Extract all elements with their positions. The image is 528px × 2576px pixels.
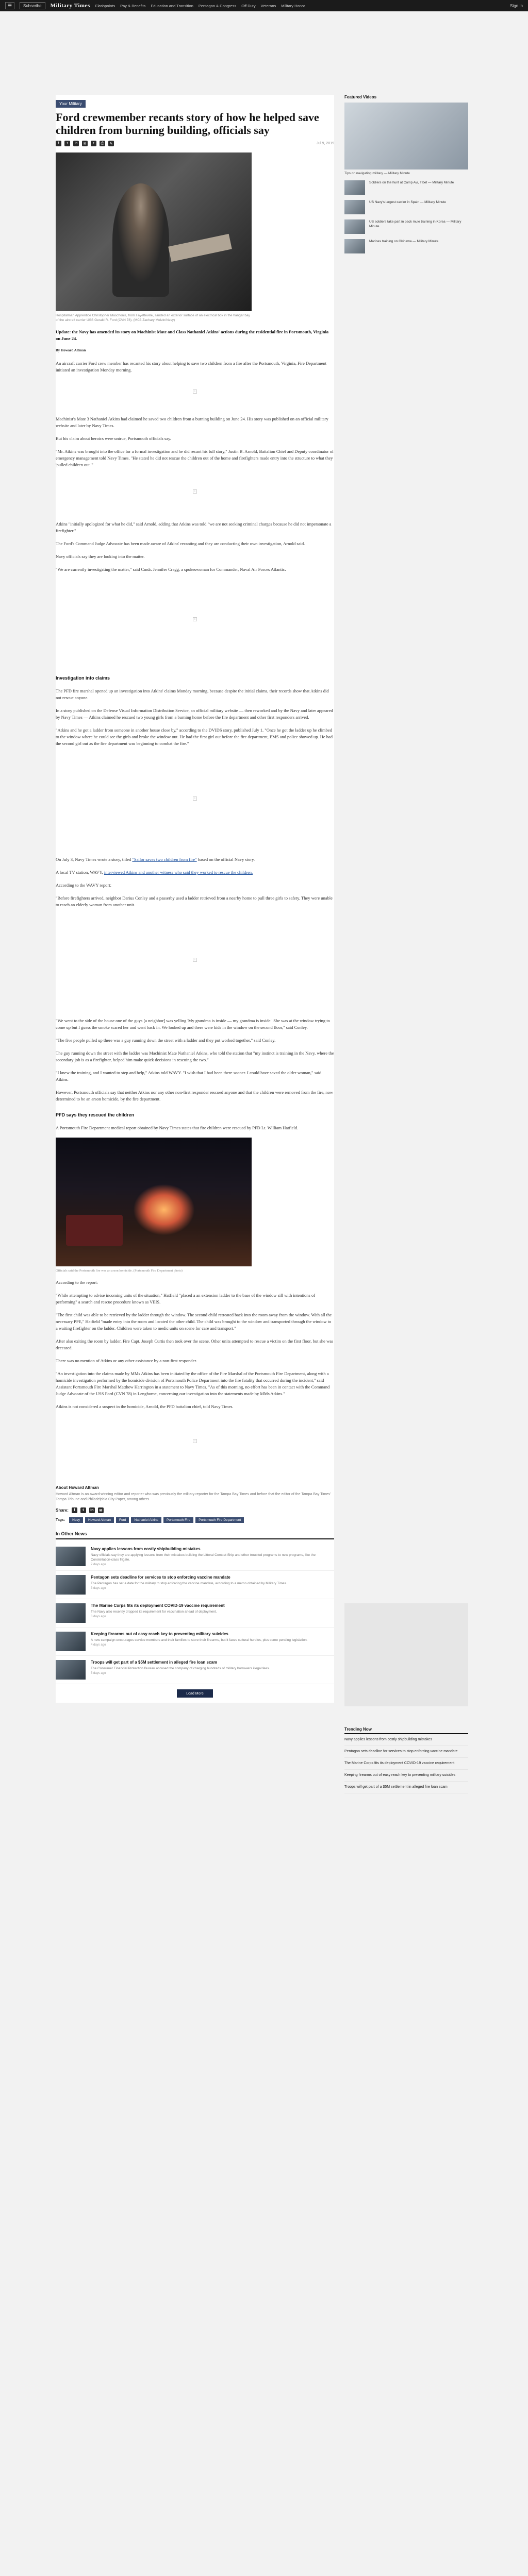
author-bio — [56, 1485, 334, 1502]
news-thumbnail[interactable] — [56, 1632, 86, 1651]
update-note: Update: the Navy has amended its story on Machinist Mate and Class Nathaniel Atkins' actions during the residential fire in Portsmouth, Virginia on June 24. — [56, 329, 329, 341]
news-item[interactable] — [56, 1543, 334, 1571]
ad-slot — [56, 573, 334, 666]
article — [56, 95, 334, 1703]
paragraph: "I knew the training, and I wanted to step and help," Atkins told WAVY. "I wish that I had been there sooner. I could have saved the older woman," said Atkins. — [56, 1070, 322, 1082]
lead-photo — [56, 152, 252, 311]
paragraph: The Ford's Command Judge Advocate has been made aware of Atkins' recanting and they are conducting their own investigation, Arnold said. — [56, 541, 305, 546]
tag-link[interactable]: Portsmouth Fire Department — [195, 1517, 244, 1523]
paragraph — [56, 869, 334, 876]
news-title[interactable]: Pentagon sets deadline for services to stop enforcing vaccine mandate — [91, 1575, 230, 1580]
news-item[interactable] — [56, 1656, 334, 1684]
news-thumbnail[interactable] — [56, 1547, 86, 1566]
trending-item[interactable]: The Marine Corps fits its deployment COVID-19 vaccine requirement — [344, 1758, 468, 1770]
text: A local TV station, WAVY, — [56, 870, 104, 875]
news-title[interactable]: Navy applies lessons from costly shipbuilding mistakes — [91, 1547, 201, 1551]
paragraph: The guy running down the street with the ladder was Machinist Mate Nathaniel Atkins, who told the station that "my instinct is training in the Navy, where the secondary job is as a firefighter, helped him make quick decisions in rescuing the two." — [56, 1050, 334, 1062]
paragraph: A Portsmouth Fire Department medical report obtained by Navy Times states that fire children were rescued by PFD Lt. William Hatfield. — [56, 1125, 299, 1130]
news-thumbnail[interactable] — [56, 1603, 86, 1623]
photo-fire — [133, 1184, 195, 1235]
text: On July 3, Navy Times wrote a story, titled — [56, 857, 133, 862]
story-link[interactable]: "Sailor saves two children from fire" — [132, 857, 197, 862]
news-item[interactable] — [56, 1599, 334, 1628]
text: based on the official Navy story. — [196, 857, 255, 862]
nav-item-pay-benefits[interactable]: Pay & Benefits — [120, 3, 146, 8]
fire-photo — [56, 1138, 252, 1266]
video-title[interactable]: US Navy's largest carrier in Spain — Military Minute — [369, 200, 446, 204]
videos-heading: Featured Videos — [344, 95, 377, 99]
video-title[interactable]: Marines training on Okinawa — Military Minute — [369, 240, 439, 243]
facebook-icon[interactable]: f — [56, 141, 61, 146]
ad-slot — [56, 374, 334, 410]
menu-icon[interactable]: ☰ — [5, 2, 14, 9]
sidebar-ad — [344, 1603, 468, 1706]
tag-link[interactable]: Nathaniel Atkins — [131, 1517, 161, 1523]
bio-heading: About Howard Altman — [56, 1485, 99, 1490]
twitter-icon[interactable]: t — [64, 141, 70, 146]
paragraph: However, Portsmouth officials say that neither Atkins nor any other non-first responder rescued anyone and that the children were removed from the fire, now determined to be an arson homicide, by the fire department. — [56, 1090, 333, 1101]
paragraph: Atkins is not considered a suspect in the homicide, Arnold, the PFD battalion chief, told Navy Times. — [56, 1404, 234, 1409]
headline: Ford crewmember recants story of how he helped save children from burning building, officials say — [56, 111, 319, 137]
paragraph: "Atkins and he got a ladder from someone in another house close by," according to the DVIDS story, published July 1. "Once he got the ladder up he climbed to the window where he could see the girls and broke the window out. He had the first girl out before the fire department, EMS and police showed up. He had the second girl out as the fire department was beginning to combat the fire." — [56, 727, 333, 746]
tags-row — [56, 1517, 334, 1523]
paragraph: According to the report: — [56, 1280, 98, 1285]
subscribe-button[interactable]: Subscribe — [20, 2, 45, 9]
paragraph: Machinist's Mate 3 Nathaniel Atkins had claimed he saved two children from a burning building on June 24. His story was published on an official military website and later by Navy Times. — [56, 416, 328, 428]
trending-list — [344, 1727, 468, 1793]
ad-choices-icon[interactable]: i — [193, 489, 197, 494]
nav-item-veterans[interactable]: Veterans — [260, 3, 276, 8]
facebook-icon[interactable]: f — [72, 1507, 77, 1513]
twitter-icon[interactable]: t — [80, 1507, 86, 1513]
ad-slot — [56, 908, 334, 1011]
news-date: 2 days ago — [91, 1563, 106, 1566]
ad-slot — [56, 1410, 334, 1472]
news-desc: The Navy also recently dropped its requirement for vaccination ahead of deployment. — [91, 1610, 217, 1614]
nav-item-pentagon[interactable]: Pentagon & Congress — [198, 3, 237, 8]
video-thumbnail[interactable] — [344, 239, 365, 253]
load-more-button[interactable]: Load More — [177, 1689, 213, 1698]
tag-link[interactable]: Howard Altman — [85, 1517, 114, 1523]
news-item[interactable] — [56, 1628, 334, 1656]
other-news — [56, 1531, 334, 1698]
share-label: Share: — [56, 1508, 69, 1513]
paragraph: "An investigation into the claims made by MMs Atkins has been initiated by the office of the Fire Marshal of the Portsmouth Fire Department, along with a homicide investigation performed by the homicide division of Portsmouth Police Department into the fire fatality that occurred during the incident," said Assistant Portsmouth Fire Marshal Matthew Harrington in a statement to Navy Times. "As of this morning, no effort has been in contact with the Command Judge Advocate of the USS Ford (CVN 78) in Lenghorne, concerning our investigation into the statements made by MMs Atkins." — [56, 1371, 330, 1396]
paragraph: "We are currently investigating the matter," said Cmdr. Jennifer Cragg, a spokeswoman for Commander, Naval Air Forces Atlantic. — [56, 567, 286, 572]
ad-choices-icon[interactable]: i — [193, 958, 197, 962]
photo-subject — [112, 183, 169, 297]
share-row-bottom — [56, 1507, 334, 1513]
trending-item[interactable]: Pentagon sets deadline for services to stop enforcing vaccine mandate — [344, 1746, 468, 1758]
featured-video[interactable] — [344, 103, 468, 170]
video-list-item[interactable] — [344, 239, 468, 253]
news-title[interactable]: Keeping firearms out of easy reach key to preventing military suicides — [91, 1632, 228, 1636]
news-desc: The Pentagon has set a date for the military to stop enforcing the vaccine mandate, according to a memo obtained by Military Times. — [91, 1582, 287, 1585]
top-navigation-bar — [0, 0, 528, 11]
paragraph: The PFD fire marshal opened up an investigation into Atkins' claims Monday morning, because despite the initial claims, their records show that Atkins did not rescue anyone. — [56, 688, 329, 700]
paragraph: "Before firefighters arrived, neighbor Darius Conley and a passerby used a ladder retrieved from a nearby home to pull three girls to safety. They were unable to reach an elderly woman from another unit. — [56, 895, 333, 907]
ad-choices-icon[interactable]: i — [193, 1439, 197, 1443]
main-nav — [95, 4, 305, 8]
news-title[interactable]: Troops will get part of a $5M settlement in alleged fire loan scam — [91, 1660, 217, 1665]
video-thumbnail[interactable] — [344, 180, 365, 195]
news-date: 3 days ago — [91, 1587, 106, 1590]
paragraph: Atkins "initially apologized for what he did," said Arnold, adding that Atkins was told "we are not seeking criminal charges because he did not impersonate a firefighter." — [56, 521, 332, 533]
news-thumbnail[interactable] — [56, 1575, 86, 1595]
video-title[interactable]: Soldiers on the hunt at Camp Avi, Tibet — Military Minute — [369, 181, 454, 184]
video-list-item[interactable] — [344, 200, 468, 214]
reddit-icon[interactable]: r — [91, 141, 96, 146]
video-list-item[interactable] — [344, 219, 468, 234]
news-desc: A new campaign encourages service members and their families to store their firearms, but it faces cultural hurdles, plus some pending legislation. — [91, 1638, 308, 1642]
paragraph: There was no mention of Atkins or any other assistance by a non-first responder. — [56, 1358, 197, 1363]
video-title[interactable]: US soldiers take part in pack mule training in Korea — Military Minute — [369, 220, 461, 228]
news-desc: Navy officials say they are applying lessons from their mistakes building the Littoral Combat Ship and other troubled programs to new programs, like the Constellation-class frigate. — [91, 1553, 316, 1562]
news-thumbnail[interactable] — [56, 1660, 86, 1680]
paragraph: "The first child was able to be retrieved by the ladder through the window. The second child retreated back into the room away from the window. With all the necessary PPE," Hatfield "made entry into the room and located the other child. The child was brought to the window and transported through the window to a waiting firefighter on the ladder. Children were taken to medic units on scene for care and transport." — [56, 1312, 332, 1331]
tag-link[interactable]: Ford — [116, 1517, 129, 1523]
video-list-item[interactable] — [344, 180, 468, 195]
section-tag[interactable]: Your Military — [56, 100, 86, 108]
site-logo[interactable]: Military Times — [50, 3, 90, 9]
byline[interactable]: By Howard Altman — [56, 348, 86, 352]
linkedin-icon[interactable]: in — [73, 141, 79, 146]
trending-item[interactable]: Navy applies lessons from costly shipbuilding mistakes — [344, 1734, 468, 1746]
tag-link[interactable]: Navy — [69, 1517, 83, 1523]
news-item[interactable] — [56, 1571, 334, 1599]
paragraph: An aircraft carrier Ford crew member has recanted his story about helping to save two children from a fire after the Portsmouth, Virginia, Fire Department initiated an investigation Monday morning. — [56, 361, 327, 372]
other-news-heading: In Other News — [56, 1531, 334, 1539]
nav-item-education[interactable]: Education and Transition — [151, 3, 193, 8]
news-title[interactable]: The Marine Corps fits its deployment COVID-19 vaccine requirement — [91, 1603, 225, 1608]
paragraph: "While attempting to advise incoming units of the situation," Hatfield "placed a an extension ladder to the base of the window sill with intentions of performing" a search and rescue procedure known as VEIS. — [56, 1293, 316, 1304]
trending-item[interactable]: Troops will get part of a $5M settlement in alleged fire loan scam — [344, 1782, 468, 1793]
share-row — [56, 141, 334, 146]
video-thumbnail[interactable] — [344, 219, 365, 234]
photo-firetruck — [66, 1215, 123, 1246]
photo-caption: Hospitalman Apprentice Christopher Maschonis, from Fayetteville, sanded an exterior surface of an electrical box in the hangar bay of the aircraft carrier USS Gerald R. Ford (CVN 78). (MC3 Zachary Melvin/Navy) — [56, 314, 250, 322]
email-icon[interactable]: ✉ — [98, 1507, 104, 1513]
paragraph: In a story published on the Defense Visual Information Distribution Service, an official military website — then reworked and by the Navy and later appeared by Navy Times — Atkins claimed he rescued two young girls from a burning home before the fire department and other first responders arrived. — [56, 708, 333, 720]
tag-link[interactable]: Portsmouth Fire — [163, 1517, 193, 1523]
nav-item-flashpoints[interactable]: Flashpoints — [95, 3, 116, 8]
paragraph: After also exiting the room by ladder, Fire Capt. Joseph Curtis then took over the scene. Other units attempted to rescue a victim on the first floor, but she was deceased. — [56, 1338, 334, 1350]
sidebar — [344, 95, 468, 1793]
news-date: 3 days ago — [91, 1615, 106, 1618]
trending-item[interactable]: Keeping firearms out of easy reach key to preventing military suicides — [344, 1770, 468, 1782]
tags-label: Tags: — [56, 1518, 65, 1522]
news-date: 5 days ago — [91, 1672, 106, 1675]
news-date: 4 days ago — [91, 1643, 106, 1647]
email-icon[interactable]: ✉ — [82, 141, 88, 146]
comment-icon[interactable]: ✎ — [108, 141, 114, 146]
paragraph: According to the WAVY report: — [56, 883, 111, 888]
photo-caption: Officials said the Portsmouth fire was an arson homicide. (Portsmouth Fire Department photo) — [56, 1269, 183, 1273]
ad-slot — [56, 468, 334, 515]
trending-heading: Trending Now — [344, 1727, 468, 1734]
linkedin-icon[interactable]: in — [89, 1507, 95, 1513]
paragraph: "We went to the side of the house one of the guys [a neighbor] was yelling 'My grandma is inside — my grandma is inside.' She was at the window trying to come up but I guess the smoke scared her and went back in. We looked up and there were kids in the window on the second floor," said Conley. — [56, 1018, 330, 1030]
paragraph: "The five people pulled up there was a guy running down the street with a ladder and they put worked together," said Conley. — [56, 1038, 276, 1043]
subheading: PFD says they rescued the children — [56, 1112, 135, 1117]
ad-choices-icon[interactable]: i — [193, 796, 197, 801]
wavy-link[interactable]: interviewed Atkins and another witness who said they worked to rescue the children. — [104, 870, 253, 875]
photo-tool — [168, 234, 232, 262]
print-icon[interactable]: ⎙ — [100, 141, 105, 146]
article-body — [56, 329, 334, 1410]
paragraph: But his claim about heroics were untrue, Portsmouth officials say. — [56, 436, 171, 441]
sign-in-link[interactable]: Sign In — [510, 3, 523, 8]
nav-item-military-honor[interactable]: Military Honor — [281, 3, 305, 8]
ad-choices-icon[interactable]: i — [193, 389, 197, 394]
subheading: Investigation into claims — [56, 675, 110, 681]
publish-date: Jul 9, 2019 — [316, 142, 334, 145]
nav-item-off-duty[interactable]: Off Duty — [241, 3, 256, 8]
paragraph — [56, 856, 334, 863]
video-thumbnail[interactable] — [344, 200, 365, 214]
bio-text: Howard Altman is an award-winning editor and reporter who was previously the military reporter for the Tampa Bay Times and before that the editor of the Tampa Bay Times' Tampa Tribune and Philadelphia City Paper, among others. — [56, 1493, 331, 1501]
news-desc: The Consumer Financial Protection Bureau accused the company of charging hundreds of military borrowers illegal fees. — [91, 1667, 270, 1670]
video-caption[interactable]: Tips on navigating military — Military Minute — [344, 172, 410, 175]
paragraph: "Mr. Atkins was brought into the office for a formal investigation and he did recant his full story," Justin B. Arnold, Battalion Chief and Deputy coordinator of emergency management told Navy Times. "He stated he did not rescue the children out of the home and firefighters made entry into the structure to what they 'pulled children out.'" — [56, 449, 334, 467]
ad-slot — [56, 747, 334, 850]
ad-choices-icon[interactable]: i — [193, 617, 197, 621]
paragraph: Navy officials say they are looking into the matter. — [56, 554, 145, 559]
